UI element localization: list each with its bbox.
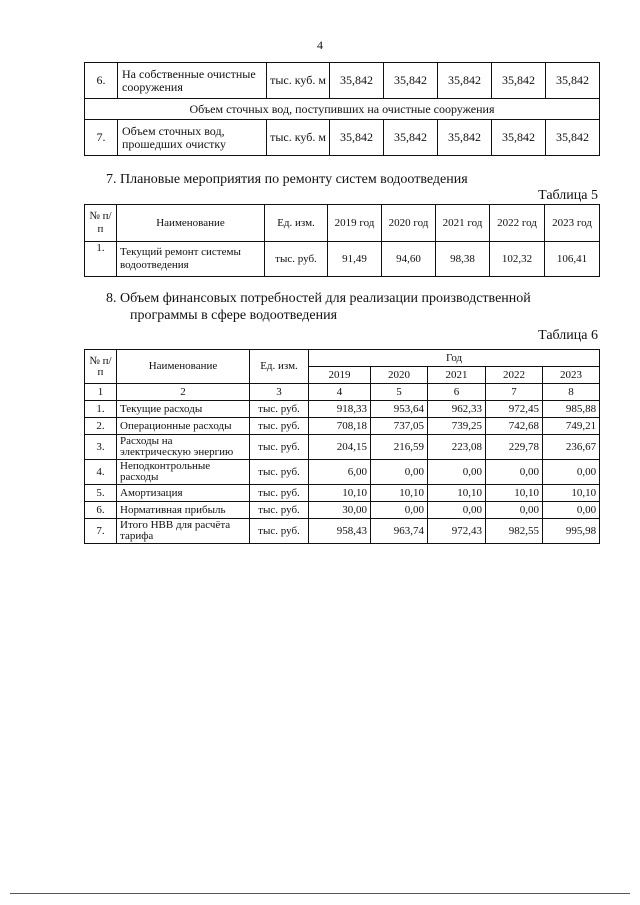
table-row: [85, 418, 600, 435]
cell-value: 972,45: [486, 401, 543, 418]
row-number: 2.: [85, 418, 117, 435]
index-cell: 4: [309, 384, 371, 401]
header-year: 2022 год: [490, 205, 545, 242]
row-unit: тыс. куб. м: [267, 120, 330, 156]
cell-value: 972,43: [428, 519, 486, 544]
cell-value: 953,64: [371, 401, 428, 418]
cell-value: 737,05: [371, 418, 428, 435]
table-row: [85, 502, 600, 519]
cell-value: 10,10: [428, 485, 486, 502]
cell-value: 102,32: [490, 242, 545, 277]
row-unit: тыс. руб.: [250, 502, 309, 519]
cell-value: 35,842: [330, 63, 384, 99]
cell-value: 35,842: [384, 120, 438, 156]
cell-value: 91,49: [328, 242, 382, 277]
table-6: [84, 349, 600, 544]
cell-value: 10,10: [371, 485, 428, 502]
cell-value: 0,00: [543, 460, 600, 485]
row-number: 1.: [85, 401, 117, 418]
index-cell: 7: [486, 384, 543, 401]
cell-value: 35,842: [330, 120, 384, 156]
row-name: Нормативная прибыль: [117, 502, 250, 519]
header-unit: Ед. изм.: [250, 350, 309, 384]
table-5: [84, 204, 600, 277]
cell-value: 0,00: [486, 502, 543, 519]
header-year: 2023 год: [545, 205, 600, 242]
table-row: [85, 401, 600, 418]
table-row: [85, 63, 600, 99]
header-year-group: Год: [309, 350, 600, 367]
row-unit: тыс. руб.: [250, 485, 309, 502]
row-unit: тыс. руб.: [250, 401, 309, 418]
table-span-row: [85, 99, 600, 120]
row-unit: тыс. руб.: [250, 519, 309, 544]
cell-value: 0,00: [428, 502, 486, 519]
header-year: 2020: [371, 367, 428, 384]
page-number: 4: [317, 38, 323, 52]
index-cell: 8: [543, 384, 600, 401]
row-name: Текущий ремонт системы водоотведения: [117, 242, 265, 277]
cell-value: 742,68: [486, 418, 543, 435]
cell-value: 35,842: [438, 120, 492, 156]
section-heading: [106, 290, 531, 324]
row-name: Амортизация: [117, 485, 250, 502]
cell-value: 985,88: [543, 401, 600, 418]
table-index-row: [85, 384, 600, 401]
index-cell: 2: [117, 384, 250, 401]
table-row: [85, 435, 600, 460]
header-year: 2023: [543, 367, 600, 384]
index-cell: 3: [250, 384, 309, 401]
row-name: На собственные очистные сооружения: [118, 63, 267, 99]
header-year: 2019 год: [328, 205, 382, 242]
table-caption: Таблица 6: [538, 328, 598, 343]
row-unit: тыс. руб.: [265, 242, 328, 277]
header-year: 2021: [428, 367, 486, 384]
index-cell: 6: [428, 384, 486, 401]
header-num: № п/п: [85, 205, 117, 242]
cell-value: 982,55: [486, 519, 543, 544]
row-unit: тыс. руб.: [250, 460, 309, 485]
header-num: № п/п: [85, 350, 117, 384]
row-unit: тыс. руб.: [250, 418, 309, 435]
cell-value: 35,842: [438, 63, 492, 99]
cell-value: 236,67: [543, 435, 600, 460]
table-caption: Таблица 5: [538, 188, 598, 203]
cell-value: 0,00: [371, 502, 428, 519]
cell-value: 204,15: [309, 435, 371, 460]
table-row: [85, 242, 600, 277]
row-number: 7.: [85, 519, 117, 544]
cell-value: 35,842: [546, 120, 600, 156]
cell-value: 0,00: [486, 460, 543, 485]
row-name: Итого НВВ для расчёта тарифа: [117, 519, 250, 544]
header-year: 2022: [486, 367, 543, 384]
cell-value: 30,00: [309, 502, 371, 519]
header-name: Наименование: [117, 205, 265, 242]
row-name: Объем сточных вод, прошедших очистку: [118, 120, 267, 156]
row-number: 4.: [85, 460, 117, 485]
cell-value: 0,00: [371, 460, 428, 485]
cell-value: 739,25: [428, 418, 486, 435]
index-cell: 1: [85, 384, 117, 401]
section-heading-line: программы в сфере водоотведения: [130, 308, 338, 323]
table-row: [85, 519, 600, 544]
cell-value: 995,98: [543, 519, 600, 544]
cell-value: 35,842: [546, 63, 600, 99]
table-header-row: [85, 205, 600, 242]
cell-value: 6,00: [309, 460, 371, 485]
cell-value: 35,842: [384, 63, 438, 99]
cell-value: 10,10: [309, 485, 371, 502]
cell-value: 223,08: [428, 435, 486, 460]
table-row: [85, 120, 600, 156]
row-name: Операционные расходы: [117, 418, 250, 435]
table-continuation: [84, 62, 600, 156]
row-name: Расходы на электрическую энергию: [117, 435, 250, 460]
row-number: 1.: [85, 242, 117, 277]
table-header-row: [85, 350, 600, 367]
span-row-label: Объем сточных вод, поступивших на очистные сооружения: [85, 99, 600, 120]
cell-value: 216,59: [371, 435, 428, 460]
cell-value: 0,00: [543, 502, 600, 519]
row-number: 3.: [85, 435, 117, 460]
index-cell: 5: [371, 384, 428, 401]
table-row: [85, 485, 600, 502]
row-unit: тыс. руб.: [250, 435, 309, 460]
row-name: Неподконтрольные расходы: [117, 460, 250, 485]
cell-value: 229,78: [486, 435, 543, 460]
cell-value: 958,43: [309, 519, 371, 544]
row-number: 5.: [85, 485, 117, 502]
cell-value: 962,33: [428, 401, 486, 418]
row-name: Текущие расходы: [117, 401, 250, 418]
row-number: 6.: [85, 63, 118, 99]
header-year: 2020 год: [382, 205, 436, 242]
cell-value: 918,33: [309, 401, 371, 418]
row-number: 7.: [85, 120, 118, 156]
section-heading: 7. Плановые мероприятия по ремонту систем водоотведения: [106, 172, 468, 187]
section-heading-line: 8. Объем финансовых потребностей для реализации производственной: [106, 291, 531, 306]
cell-value: 35,842: [492, 120, 546, 156]
cell-value: 94,60: [382, 242, 436, 277]
cell-value: 10,10: [543, 485, 600, 502]
cell-value: 106,41: [545, 242, 600, 277]
cell-value: 98,38: [436, 242, 490, 277]
row-number: 6.: [85, 502, 117, 519]
row-unit: тыс. куб. м: [267, 63, 330, 99]
header-unit: Ед. изм.: [265, 205, 328, 242]
table-row: [85, 460, 600, 485]
page-bottom-divider: [10, 893, 630, 894]
cell-value: 35,842: [492, 63, 546, 99]
header-name: Наименование: [117, 350, 250, 384]
header-year: 2019: [309, 367, 371, 384]
cell-value: 10,10: [486, 485, 543, 502]
cell-value: 963,74: [371, 519, 428, 544]
cell-value: 749,21: [543, 418, 600, 435]
header-year: 2021 год: [436, 205, 490, 242]
cell-value: 708,18: [309, 418, 371, 435]
cell-value: 0,00: [428, 460, 486, 485]
